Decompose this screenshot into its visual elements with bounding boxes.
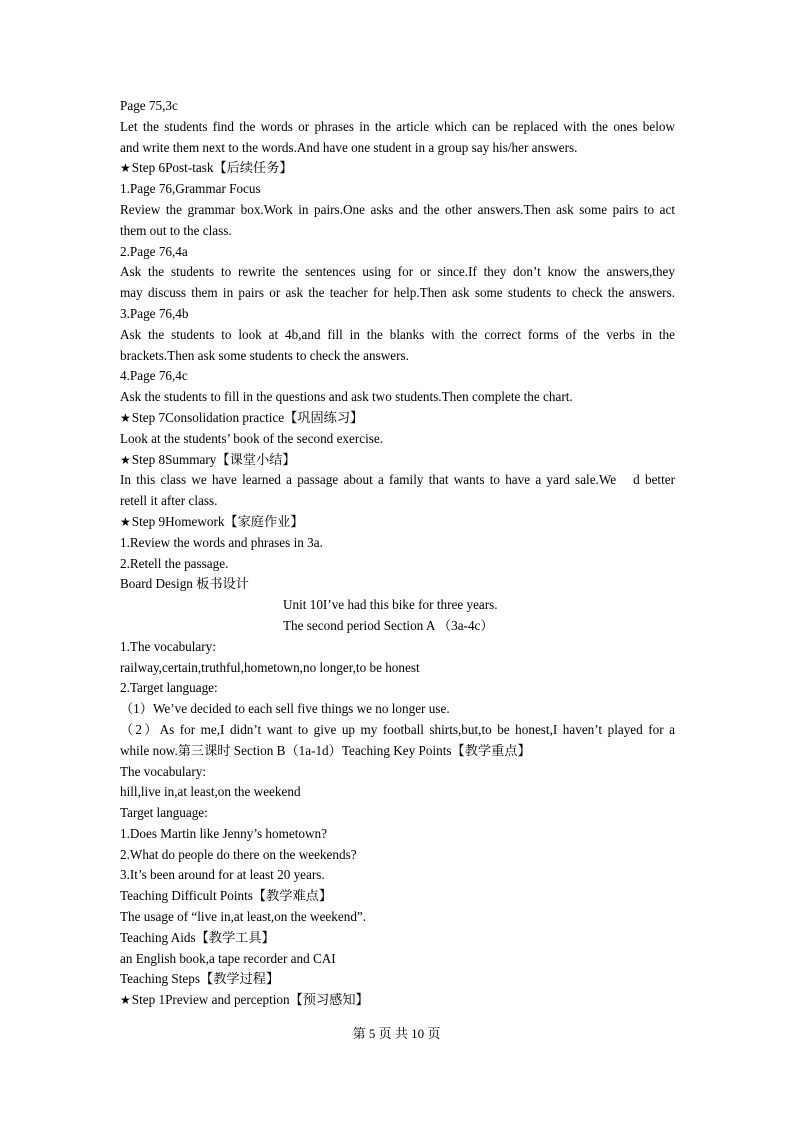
line-text: Step 9Homework【家庭作业】 <box>131 513 304 529</box>
line-text: railway,certain,truthful,hometown,no longer,to be honest <box>120 659 420 675</box>
line-text: Look at the students’ book of the second exercise. <box>120 430 384 446</box>
text-line <box>120 658 675 679</box>
line-text: Ask the students to rewrite the sentences using for or since.If they don’t know the answers,they <box>120 264 675 280</box>
line-text: The vocabulary: <box>120 763 207 779</box>
line-text: Teaching Steps【教学过程】 <box>120 971 280 987</box>
text-line <box>120 429 675 450</box>
step-heading <box>120 408 675 429</box>
star-icon: ★ <box>120 410 131 425</box>
step-heading <box>120 158 675 179</box>
text-line <box>120 117 675 138</box>
text-line <box>120 491 675 512</box>
text-line <box>120 470 675 491</box>
line-text: 2.Target language: <box>120 680 218 696</box>
text-line <box>120 678 675 699</box>
text-line <box>120 262 675 283</box>
text-line <box>120 221 675 242</box>
line-text: In this class we have learned a passage about a family that wants to have a yard sale.We d better <box>120 472 675 488</box>
star-icon: ★ <box>120 514 131 529</box>
line-text: while now.第三课时 Section B（1a-1d）Teaching Key Points【教学重点】 <box>120 742 531 758</box>
line-text: 3.Page 76,4b <box>120 305 189 321</box>
page-footer: 第 5 页 共 10 页 <box>352 1026 441 1041</box>
text-line <box>120 304 675 325</box>
star-icon: ★ <box>120 993 131 1008</box>
star-icon: ★ <box>120 161 131 176</box>
text-line <box>120 595 675 616</box>
line-text: 1.Page 76,Grammar Focus <box>120 181 261 197</box>
text-line <box>120 533 675 554</box>
line-text: Teaching Difficult Points【教学难点】 <box>120 888 333 904</box>
line-text: Target language: <box>120 805 208 821</box>
line-text: Step 7Consolidation practice【巩固练习】 <box>131 409 364 425</box>
line-text: Board Design 板书设计 <box>120 576 249 592</box>
document-body <box>120 96 675 1011</box>
line-text: Step 8Summary【课堂小结】 <box>131 451 296 467</box>
text-line <box>120 637 675 658</box>
line-text: Ask the students to look at 4b,and fill in the blanks with the correct forms of the verbs in the <box>120 326 675 342</box>
text-line <box>120 179 675 200</box>
text-line <box>120 845 675 866</box>
text-line <box>120 720 675 741</box>
line-text: 1.Review the words and phrases in 3a. <box>120 534 323 550</box>
text-line <box>120 907 675 928</box>
text-line <box>120 969 675 990</box>
text-line <box>120 554 675 575</box>
text-line <box>120 346 675 367</box>
text-line <box>120 283 675 304</box>
line-text: The usage of “live in,at least,on the weekend”. <box>120 909 367 925</box>
line-text: （2）As for me,I didn’t want to give up my football shirts,but,to be honest,I haven’t played for a <box>120 721 675 737</box>
line-text: Ask the students to fill in the questions and ask two students.Then complete the chart. <box>120 389 573 405</box>
text-line <box>120 886 675 907</box>
text-line <box>120 96 675 117</box>
text-line <box>120 928 675 949</box>
text-line <box>120 138 675 159</box>
text-line <box>120 242 675 263</box>
text-line <box>120 762 675 783</box>
line-text: retell it after class. <box>120 493 218 509</box>
line-text: 4.Page 76,4c <box>120 368 188 384</box>
step-heading <box>120 450 675 471</box>
text-line <box>120 616 675 637</box>
text-line <box>120 200 675 221</box>
line-text: Review the grammar box.Work in pairs.One asks and the other answers.Then ask some pairs to act <box>120 201 675 217</box>
text-line <box>120 387 675 408</box>
line-text: 1.The vocabulary: <box>120 638 216 654</box>
line-text: 2.What do people do there on the weekends? <box>120 846 357 862</box>
text-line <box>120 325 675 346</box>
step-heading <box>120 990 675 1011</box>
line-text: 2.Retell the passage. <box>120 555 229 571</box>
star-icon: ★ <box>120 452 131 467</box>
line-text: an English book,a tape recorder and CAI <box>120 950 336 966</box>
text-line <box>120 865 675 886</box>
line-text: brackets.Then ask some students to check the answers. <box>120 347 409 363</box>
text-line <box>120 366 675 387</box>
line-text: and write them next to the words.And have one student in a group say his/her answers. <box>120 139 578 155</box>
line-text: 3.It’s been around for at least 20 years. <box>120 867 325 883</box>
text-line <box>120 741 675 762</box>
text-line <box>120 803 675 824</box>
line-text: Step 1Preview and perception【预习感知】 <box>131 992 369 1008</box>
line-text: The second period Section A （3a-4c） <box>283 617 494 633</box>
line-text: Step 6Post-task【后续任务】 <box>131 160 293 176</box>
text-line <box>120 574 675 595</box>
line-text: hill,live in,at least,on the weekend <box>120 784 301 800</box>
text-line <box>120 949 675 970</box>
line-text: may discuss them in pairs or ask the teacher for help.Then ask some students to check the answers. <box>120 285 675 301</box>
line-text: them out to the class. <box>120 222 232 238</box>
text-line <box>120 782 675 803</box>
line-text: 1.Does Martin like Jenny’s hometown? <box>120 825 327 841</box>
line-text: Teaching Aids【教学工具】 <box>120 929 275 945</box>
line-text: Unit 10I’ve had this bike for three years. <box>283 597 498 613</box>
step-heading <box>120 512 675 533</box>
line-text: 2.Page 76,4a <box>120 243 188 259</box>
line-text: （1）We’ve decided to each sell five things we no longer use. <box>120 701 450 717</box>
text-line <box>120 824 675 845</box>
line-text: Page 75,3c <box>120 98 178 113</box>
text-line <box>120 699 675 720</box>
line-text: Let the students find the words or phrases in the article which can be replaced with the ones below <box>120 118 675 134</box>
